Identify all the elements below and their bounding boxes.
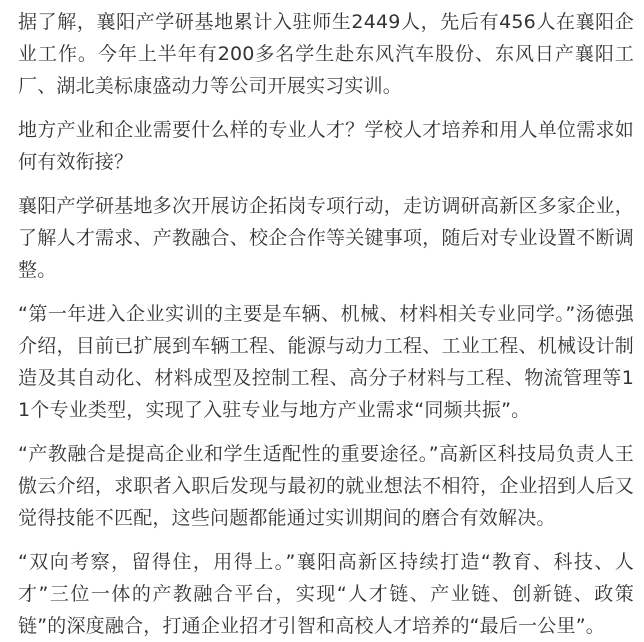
paragraph-question: 地方产业和企业需要什么样的专业人才？学校人才培养和用人单位需求如何有效衔接？ bbox=[18, 119, 634, 173]
paragraph-visit-enterprises: 襄阳产学研基地多次开展访企拓岗专项行动，走访调研高新区多家企业，了解人才需求、产教融合、校企合作等关键事项，随后对专业设置不断调整。 bbox=[18, 195, 634, 281]
paragraph-platform-summary: “双向考察，留得住，用得上。”襄阳高新区持续打造“教育、科技、人才”三位一体的产教融合平台，实现“人才链、产业链、创新链、政策链”的深度融合，打通企业招才引智和高校人才培养的“最后一公里”。 bbox=[18, 551, 634, 637]
paragraph-tang-deqiang-quote: “第一年进入企业实训的主要是车辆、机械、材料相关专业同学。”汤德强介绍，目前已扩展到车辆工程、能源与动力工程、工业工程、机械设计制造及其自动化、材料成型及控制工程、高分子材料与工程、物流管理等11个专业类型，实现了入驻专业与地方产业需求“同频共振”。 bbox=[18, 303, 634, 421]
paragraph-wang-aoyun-quote: “产教融合是提高企业和学生适配性的重要途径。”高新区科技局负责人王傲云介绍，求职者入职后发现与最初的就业想法不相符，企业招到人后又觉得技能不匹配，这些问题都能通过实训期间的磨合有效解决。 bbox=[18, 443, 634, 529]
paragraph-intern-stats: 据了解，襄阳产学研基地累计入驻师生2449人，先后有456人在襄阳企业工作。今年上半年有200多名学生赴东风汽车股份、东风日产襄阳工厂、湖北美标康盛动力等公司开展实习实训。 bbox=[18, 11, 634, 97]
